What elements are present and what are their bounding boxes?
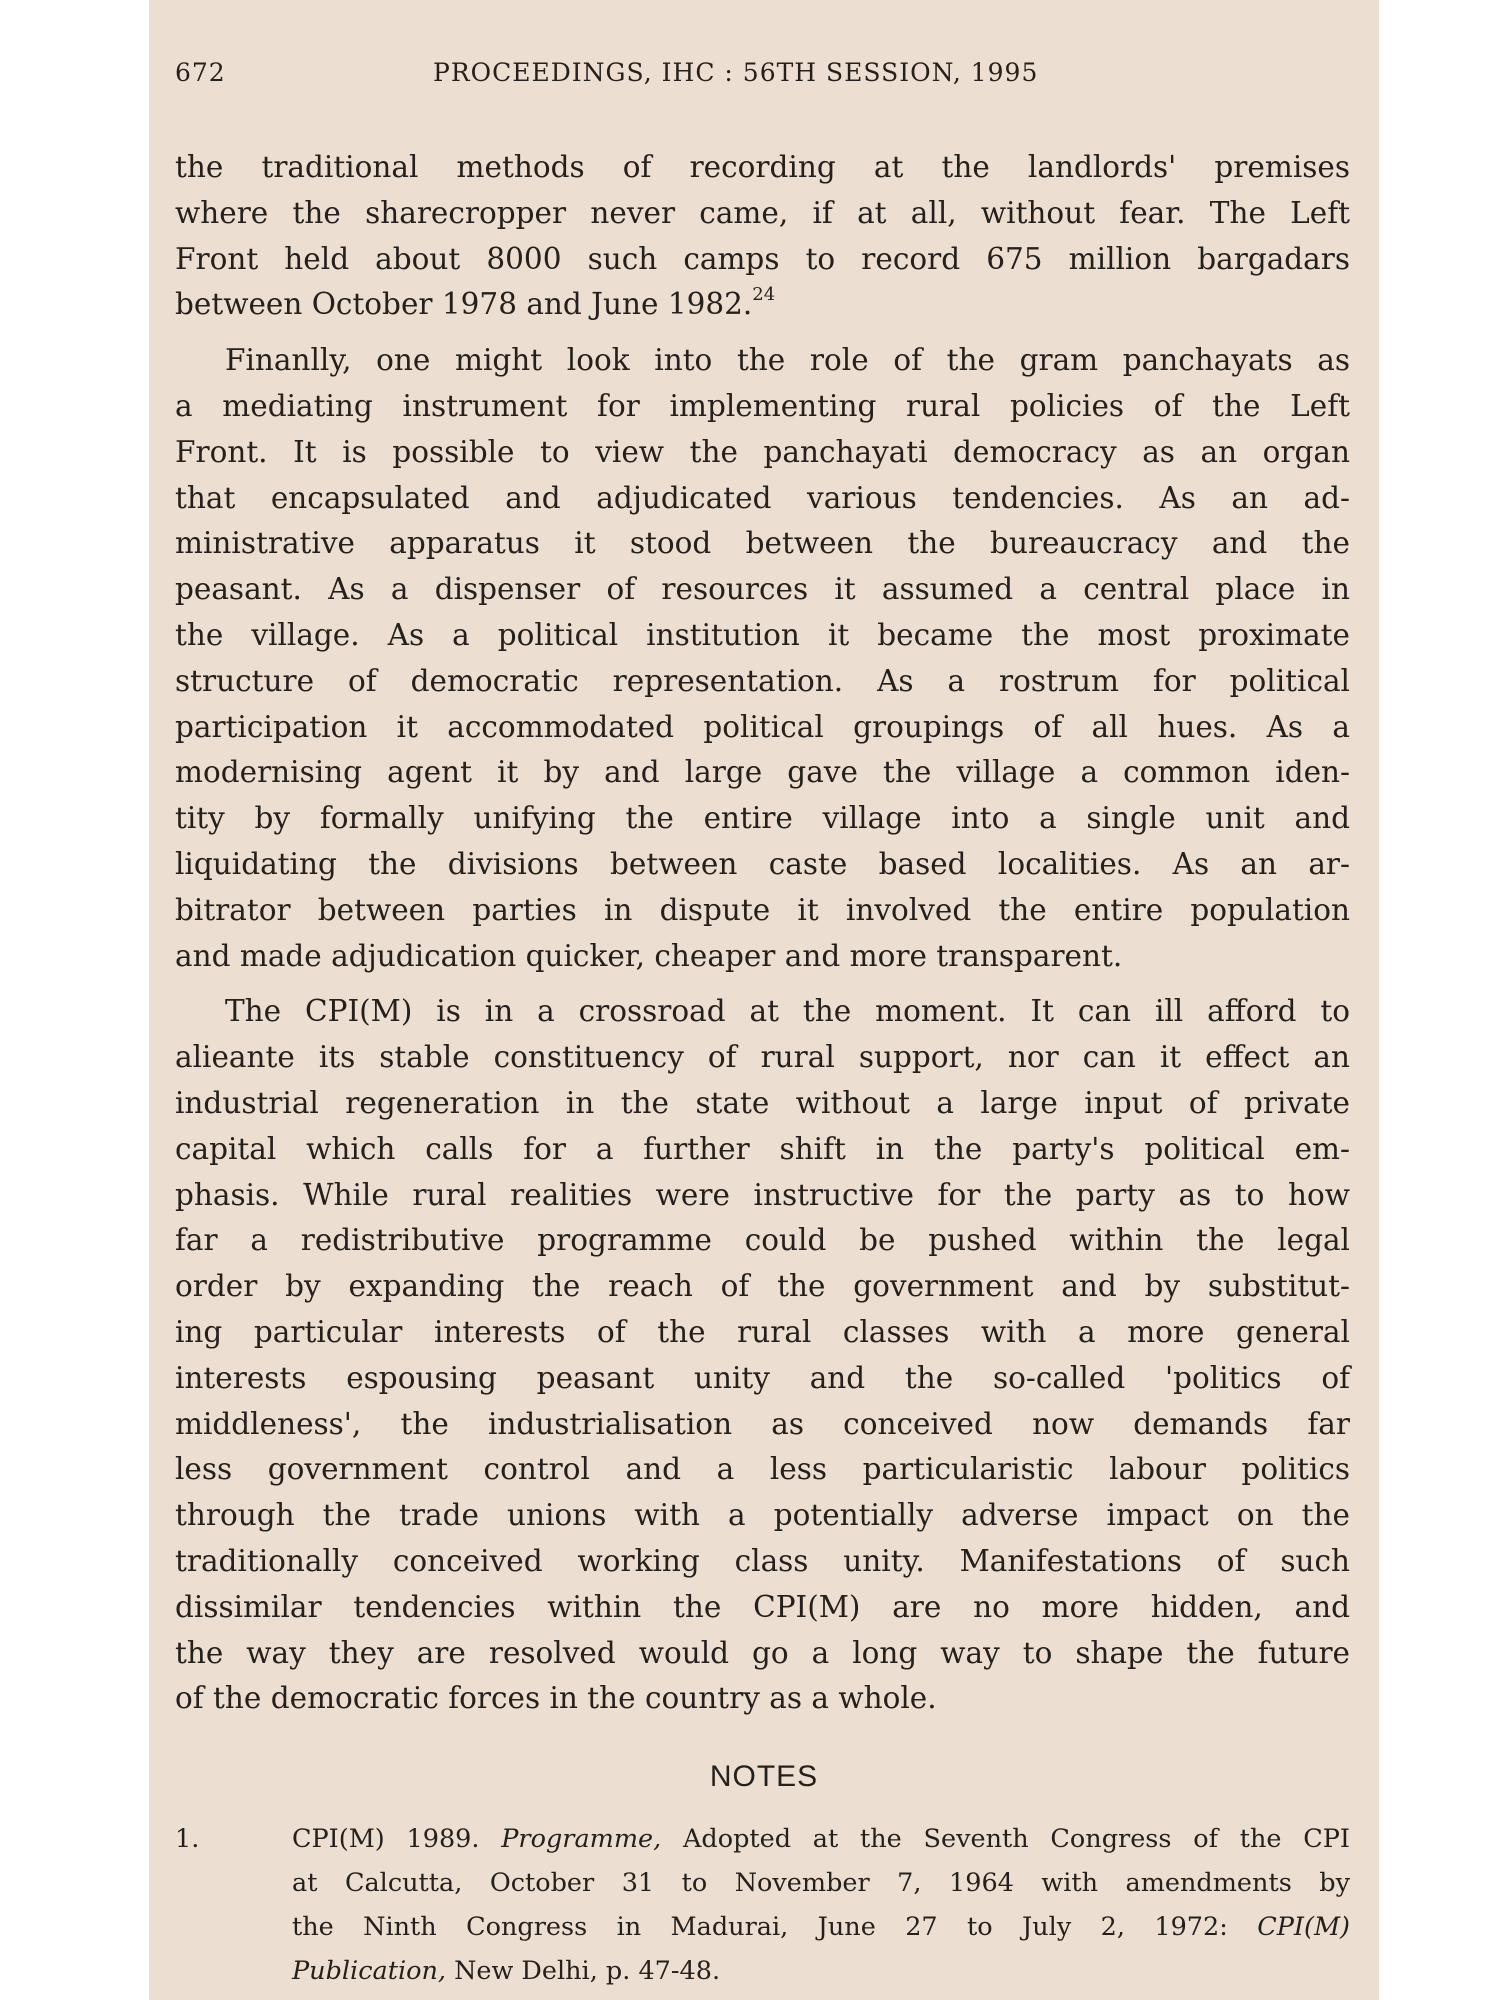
text-fragment: Adopted at the Seventh Congress of the CPI	[661, 1824, 1350, 1854]
text-fragment: the Ninth Congress in Madurai, June 27 to July 2, 1972:	[292, 1912, 1258, 1942]
text-line: the way they are resolved would go a long way to shape the future	[175, 1635, 1350, 1670]
footnote-line	[292, 1905, 1350, 1949]
text-line: dissimilar tendencies within the CPI(M) are no more hidden, and	[175, 1589, 1350, 1624]
text-line	[175, 282, 1350, 328]
paragraph	[175, 989, 1350, 1722]
footnote-line	[292, 1949, 1350, 1993]
running-head: PROCEEDINGS, IHC : 56TH SESSION, 1995	[433, 58, 1039, 87]
italic-title: CPI(M)	[1257, 1912, 1350, 1942]
body-text	[175, 145, 1350, 1732]
text-line: the village. As a political institution it became the most proximate	[175, 617, 1350, 652]
text-fragment: New Delhi, p. 47-48.	[445, 1956, 721, 1986]
text-line: middleness', the industrialisation as conceived now demands far	[175, 1406, 1350, 1441]
text-line: modernising agent it by and large gave the village a common iden-	[175, 755, 1350, 790]
footnote-line: at Calcutta, October 31 to November 7, 1964 with amendments by	[292, 1868, 1350, 1898]
text-line: liquidating the divisions between caste based localities. As an ar-	[175, 846, 1350, 881]
text-line: The CPI(M) is in a crossroad at the moment. It can ill afford to	[225, 994, 1350, 1029]
text-line: and made adjudication quicker, cheaper and more transparent.	[175, 938, 1123, 973]
text-line: where the sharecropper never came, if at all, without fear. The Left	[175, 195, 1350, 230]
footnote-text	[292, 1817, 1350, 1993]
text-line: phasis. While rural realities were instructive for the party as to how	[175, 1177, 1350, 1212]
footnote-line	[292, 1817, 1350, 1861]
text-line: order by expanding the reach of the government and by substitut-	[175, 1269, 1350, 1304]
text-line: traditionally conceived working class unity. Manifestations of such	[175, 1543, 1350, 1578]
footnote-number: 1.	[175, 1824, 200, 1854]
text-line: bitrator between parties in dispute it involved the entire population	[175, 892, 1350, 927]
paragraph	[175, 145, 1350, 328]
text-line: that encapsulated and adjudicated various tendencies. As an ad-	[175, 480, 1350, 515]
text-line: of the democratic forces in the country as a whole.	[175, 1681, 937, 1716]
italic-title: Programme,	[501, 1824, 662, 1854]
footnote-reference: 24	[752, 284, 776, 306]
text-line: Finanlly, one might look into the role of the gram panchayats as	[225, 343, 1350, 378]
text-line: participation it accommodated political groupings of all hues. As a	[175, 709, 1350, 744]
text-fragment: CPI(M) 1989.	[292, 1824, 502, 1854]
text-line: interests espousing peasant unity and the so-called 'politics of	[175, 1360, 1350, 1395]
text-line: ing particular interests of the rural classes with a more general	[175, 1314, 1350, 1349]
text-line: structure of democratic representation. As a rostrum for political	[175, 663, 1350, 698]
text-line: the traditional methods of recording at the landlords' premises	[175, 150, 1350, 184]
page-number: 672	[175, 58, 226, 87]
text-line: less government control and a less particularistic labour politics	[175, 1452, 1350, 1487]
paragraph	[175, 338, 1350, 979]
text-line: industrial regeneration in the state without a large input of private	[175, 1085, 1350, 1120]
text-line: ministrative apparatus it stood between the bureaucracy and the	[175, 526, 1350, 561]
text-line: peasant. As a dispenser of resources it assumed a central place in	[175, 572, 1350, 607]
text-line: through the trade unions with a potentially adverse impact on the	[175, 1498, 1350, 1533]
text-line: far a redistributive programme could be pushed within the legal	[175, 1223, 1350, 1258]
text-line: Front held about 8000 such camps to record 675 million bargadars	[175, 241, 1350, 276]
text-line: Front. It is possible to view the panchayati democracy as an organ	[175, 434, 1350, 469]
text-line: alieante its stable constituency of rural support, nor can it effect an	[175, 1040, 1350, 1075]
notes-heading: NOTES	[709, 1760, 819, 1793]
italic-title: Publication,	[292, 1956, 446, 1986]
text-line: capital which calls for a further shift in the party's political em-	[175, 1131, 1350, 1166]
book-page	[149, 0, 1379, 2000]
text-fragment: between October 1978 and June 1982.	[175, 287, 753, 322]
text-line: tity by formally unifying the entire village into a single unit and	[175, 801, 1350, 836]
text-line: a mediating instrument for implementing rural policies of the Left	[175, 388, 1350, 423]
page-header	[175, 58, 1350, 98]
